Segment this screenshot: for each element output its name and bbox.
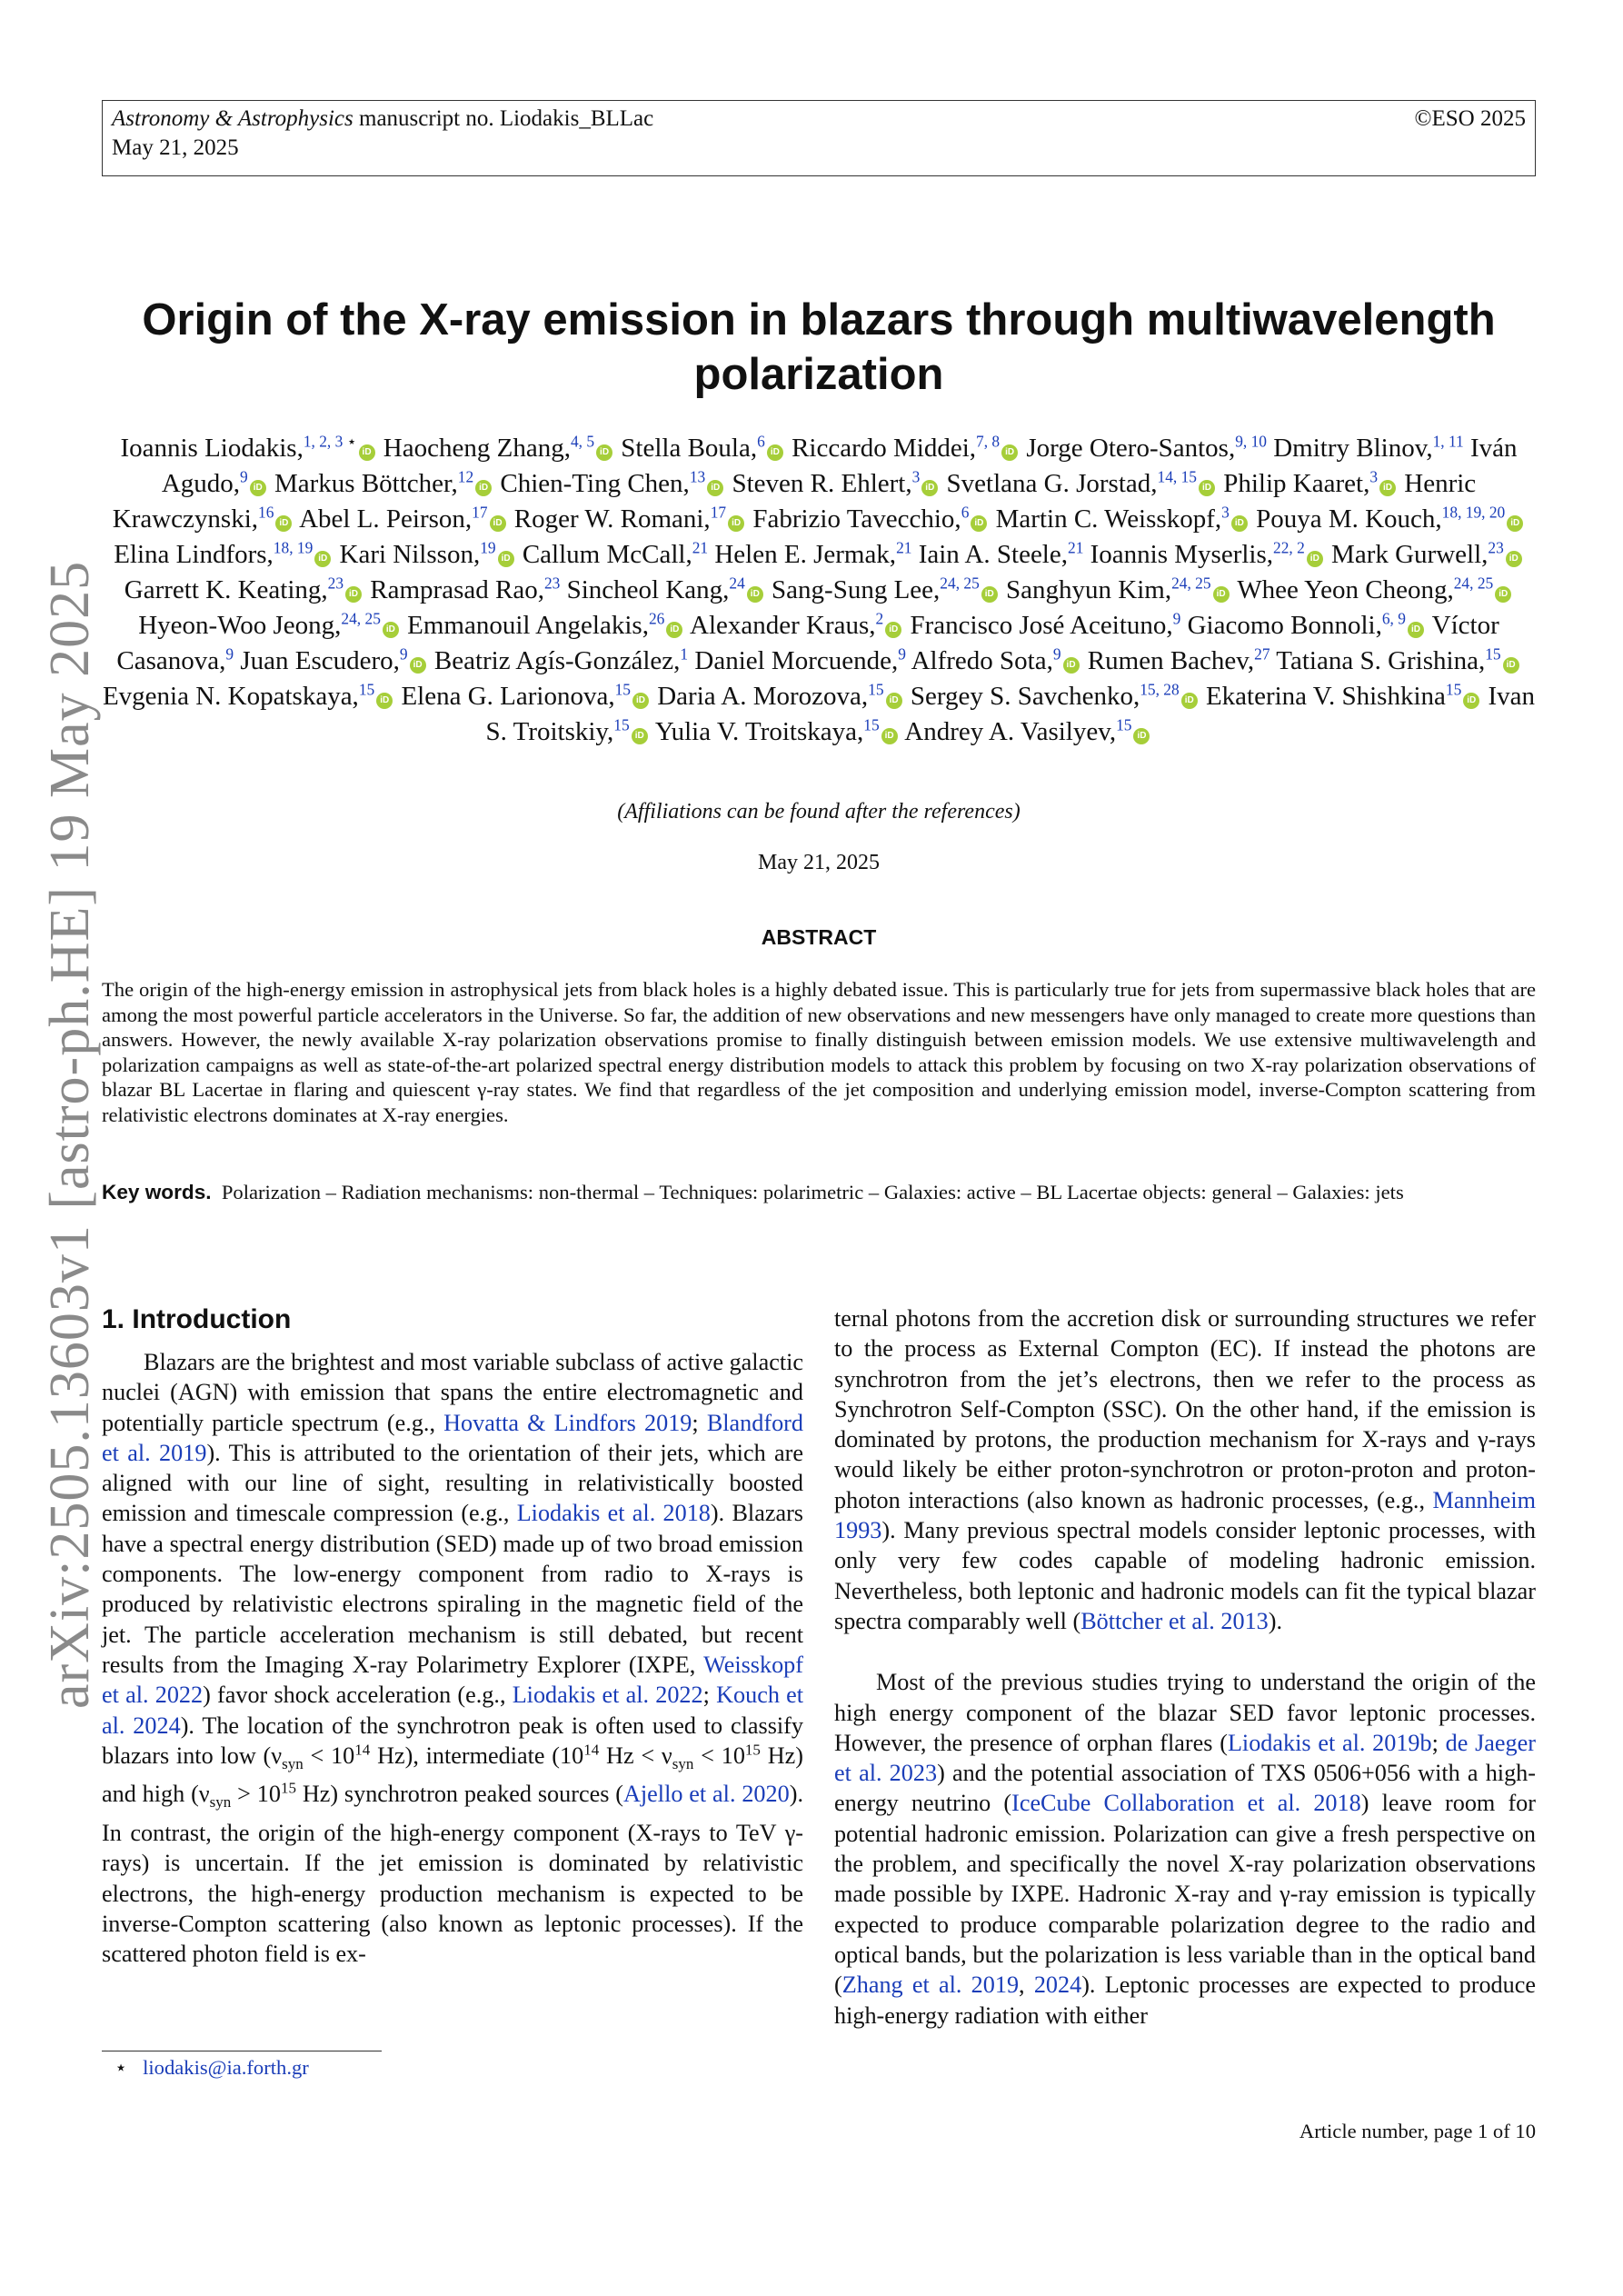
author <box>274 469 493 498</box>
orcid-icon[interactable]: iD <box>250 480 266 496</box>
author <box>732 469 940 498</box>
orcid-icon[interactable]: iD <box>1213 586 1230 603</box>
affiliation-superscript[interactable]: 18, 19 <box>273 538 314 557</box>
affiliation-superscript[interactable]: 21 <box>692 538 709 557</box>
affiliation-superscript[interactable]: 21 <box>1068 538 1084 557</box>
affiliation-superscript[interactable]: 17 <box>472 503 488 522</box>
author <box>138 611 401 640</box>
author <box>792 434 1020 463</box>
author-name: Alfredo Sota, <box>911 646 1053 675</box>
author <box>124 575 363 604</box>
affiliation-superscript[interactable]: 1 <box>680 644 689 664</box>
affiliation-superscript[interactable]: 24, 25 <box>341 609 381 628</box>
citation-link[interactable]: Hovatta & Lindfors 2019 <box>443 1409 692 1436</box>
body-text: ). Many previous spectral models consider leptonic processes, with only very few codes capable of modeling hadronic emission. Nevertheless, both leptonic and hadronic models can fit the typical blazar spectra comparably well ( <box>834 1517 1536 1634</box>
abstract-heading: ABSTRACT <box>761 925 877 949</box>
author-name: Haocheng Zhang, <box>383 434 571 463</box>
affiliation-superscript[interactable]: 15 <box>868 680 884 699</box>
orcid-icon[interactable]: iD <box>971 515 987 532</box>
affiliation-superscript[interactable]: 7, 8 <box>976 432 1001 451</box>
author-name: Ioannis Myserlis, <box>1090 540 1274 569</box>
body-text: ). Leptonic processes are expected to produce high-energy radiation with either <box>834 1972 1536 2029</box>
body-text: ) favor shock acceleration (e.g., <box>203 1682 513 1709</box>
affiliation-superscript[interactable]: 26 <box>648 609 665 628</box>
author-name: Steven R. Ehlert, <box>732 469 912 498</box>
author <box>401 682 651 711</box>
author-name: Dmitry Blinov, <box>1273 434 1433 463</box>
citation-link[interactable]: Liodakis et al. 2022 <box>512 1682 703 1709</box>
author-name: Emmanouil Angelakis, <box>407 611 649 640</box>
author <box>772 575 1000 604</box>
affiliation-superscript[interactable]: 6 <box>757 432 765 451</box>
author <box>1276 646 1520 675</box>
author-name: Roger W. Romani, <box>513 504 711 534</box>
citation-link[interactable]: Zhang et al. 2019 <box>841 1972 1020 1999</box>
orcid-icon[interactable]: iD <box>1199 480 1215 496</box>
affiliation-superscript[interactable]: 18, 19, 20 <box>1441 503 1506 522</box>
orcid-icon[interactable]: iD <box>1495 586 1511 603</box>
orcid-icon[interactable]: iD <box>345 586 362 603</box>
orcid-icon[interactable]: iD <box>1231 515 1248 532</box>
author-name: Rumen Bachev, <box>1087 646 1255 675</box>
author <box>904 717 1151 746</box>
body-text: Blazars are the brightest and most variable subclass of active galactic nuclei (AGN) with emission that spans the entire electromagnetic and potentially particle spectrum (e.g., <box>102 1349 803 1436</box>
author-name: Hyeon-Woo Jeong, <box>138 611 342 640</box>
journal-name: Astronomy & Astrophysics <box>112 106 353 131</box>
body-text: ; <box>702 1682 717 1709</box>
affiliation-superscript[interactable]: 15 <box>1485 644 1501 664</box>
author <box>1188 611 1426 640</box>
author <box>567 575 765 604</box>
author-name: Víctor Casanova, <box>116 611 1499 675</box>
intro-paragraph-1 <box>102 1347 803 1969</box>
author <box>370 575 560 604</box>
author-list <box>102 431 1536 750</box>
keywords-label: Key words. <box>102 1181 212 1203</box>
author <box>1273 434 1464 463</box>
author <box>103 682 394 711</box>
page-footer: Article number, page 1 of 10 <box>1299 2120 1536 2142</box>
affiliation-superscript[interactable]: 27 <box>1254 644 1270 664</box>
body-text: ) leave room for potential hadronic emission. Polarization can give a fresh perspective on the problem, and specifically the novel X-ray polarization observations made possible by IXPE. Hadronic X-ray and γ-ray emission is typically expected to produce comparable polarization degree to the radio and optical bands, but the polarization is less variable than in the optical band ( <box>834 1790 1536 1999</box>
citation-link[interactable]: Kouch et al. 2024 <box>102 1682 803 1739</box>
superscript: 15 <box>744 1741 761 1759</box>
author <box>114 540 333 569</box>
author <box>340 540 516 569</box>
author-name: Giacomo Bonnoli, <box>1187 611 1382 640</box>
affiliation-superscript[interactable]: 6 <box>961 503 970 522</box>
body-text: ). Blazars have a spectral energy distribution (SED) made up of two broad emission components. The low-energy component from radio to X-rays is produced by relativistic electrons spiraling in the magnetic field of the jet. The particle acceleration mechanism is still debated, but recent results from the Imaging X-ray Polarimetry Explorer (IXPE, <box>102 1500 803 1678</box>
affiliation-superscript[interactable]: 24, 25 <box>940 574 980 593</box>
abstract-text: The origin of the high-energy emission in astrophysical jets from black holes is a highly debated issue. This is particularly true for jets from supermassive black holes that are among the most powerful particle accelerators in the Universe. So far, the addition of new observations and new messengers have only managed to create more questions than answers. However, the newly available X-ray polarization observations promise to finally distinguish between emission models. We use extensive multiwavelength and polarization campaigns as well as state-of-the-art polarized spectral energy distribution models to attack this problem by focusing on two X-ray polarization observations of blazar BL Lacertae in flaring and quiescent γ-ray states. We find that regardless of the jet composition and underlying emission model, inverse-Compton scattering from relativistic electrons dominates at X-ray energies. <box>102 978 1536 1126</box>
author-name: Evgenia N. Kopatskaya, <box>102 682 359 711</box>
orcid-icon[interactable]: iD <box>1507 515 1523 532</box>
citation-link[interactable]: Mannheim 1993 <box>834 1486 1536 1544</box>
keywords-text: Polarization – Radiation mechanisms: non-thermal – Techniques: polarimetric – Galaxies: active – BL Lacertae objects: general – Galaxies: jets <box>221 1181 1404 1203</box>
keywords <box>102 1180 1536 1205</box>
author-name: Abel L. Peirson, <box>299 504 473 534</box>
body-text: ). The location of the synchrotron peak is often used to classify blazars into low (ν <box>102 1712 803 1769</box>
author <box>947 469 1217 498</box>
author-name: Andrey A. Vasilyev, <box>904 717 1117 746</box>
orcid-icon[interactable]: iD <box>596 444 612 461</box>
author-name: Elena G. Larionova, <box>401 682 615 711</box>
author-name: Pouya M. Kouch, <box>1256 504 1442 534</box>
author <box>1256 504 1525 534</box>
author <box>1223 469 1398 498</box>
affiliation-superscript[interactable]: 9 <box>898 644 906 664</box>
orcid-icon[interactable]: iD <box>1001 444 1018 461</box>
author <box>1206 682 1481 711</box>
author <box>1090 540 1325 569</box>
author-name: Elina Lindfors, <box>114 540 274 569</box>
author-name: Helen E. Jermak, <box>714 540 897 569</box>
citation-link[interactable]: Ajello et al. 2020 <box>622 1781 790 1808</box>
body-text: Most of the previous studies trying to understand the origin of the high energy component of the blazar SED favor leptonic processes. However, the presence of orphan flares ( <box>834 1669 1536 1756</box>
author <box>694 646 906 675</box>
affiliation-superscript[interactable]: 14, 15 <box>1157 467 1197 486</box>
orcid-icon[interactable]: iD <box>498 551 514 567</box>
orcid-icon[interactable]: iD <box>747 586 763 603</box>
orcid-icon[interactable]: iD <box>881 728 898 744</box>
author <box>120 434 376 463</box>
affiliation-superscript[interactable]: 24 <box>729 574 745 593</box>
author <box>714 540 911 569</box>
author-name: Francisco José Aceituno, <box>910 611 1173 640</box>
orcid-icon[interactable]: iD <box>1463 693 1479 709</box>
orcid-icon[interactable]: iD <box>1181 693 1198 709</box>
superscript: 14 <box>354 1741 371 1759</box>
affiliation-superscript[interactable]: 23 <box>327 574 344 593</box>
orcid-icon[interactable]: iD <box>475 480 492 496</box>
author <box>1006 575 1231 604</box>
author-name: Tatiana S. Grishina, <box>1276 646 1486 675</box>
author <box>1331 540 1524 569</box>
author <box>911 682 1200 711</box>
affiliation-superscript[interactable]: 6, 9 <box>1381 609 1406 628</box>
orcid-icon[interactable]: iD <box>666 622 682 638</box>
orcid-icon[interactable]: iD <box>490 515 506 532</box>
superscript: 15 <box>280 1779 296 1797</box>
author <box>407 611 684 640</box>
citation-link[interactable]: Liodakis et al. 2018 <box>516 1500 711 1527</box>
citation-link[interactable]: de Jaeger et al. 2023 <box>834 1729 1536 1787</box>
orcid-icon[interactable]: iD <box>1503 657 1519 674</box>
corresponding-author-star-icon: ⋆ <box>343 432 357 451</box>
author-name: Sanghyun Kim, <box>1006 575 1172 604</box>
affiliation-superscript[interactable]: 24, 25 <box>1453 574 1494 593</box>
body-text: ). <box>1268 1607 1283 1634</box>
author <box>1026 434 1267 463</box>
affiliation-superscript[interactable]: 12 <box>457 467 474 486</box>
author-name: Mark Gurwell, <box>1331 540 1489 569</box>
body-text: ). In contrast, the origin of the high-energy component (X-rays to TeV γ-rays) is uncertain. If the jet emission is dominated by relativistic electrons, the high-energy production mechanism is expected to be inverse-Compton scattering (also known as leptonic processes). If the scattered photon field is ex- <box>102 1781 803 1968</box>
right-column <box>834 1303 1536 2031</box>
body-text: < 10 <box>303 1742 355 1769</box>
subscript: syn <box>209 1793 232 1812</box>
title-line-1: Origin of the X-ray emission in blazars through multiwavelength <box>142 295 1496 344</box>
header-date: May 21, 2025 <box>112 135 239 160</box>
author-name: Alexander Kraus, <box>690 611 876 640</box>
orcid-icon[interactable]: iD <box>275 515 292 532</box>
author <box>514 504 746 534</box>
author-name: Beatriz Agís-González, <box>433 646 681 675</box>
affiliation-superscript[interactable]: 3 <box>1369 467 1379 486</box>
manuscript-header-box <box>102 100 1536 176</box>
orcid-icon[interactable]: iD <box>632 728 648 744</box>
author-name: Philip Kaaret, <box>1223 469 1370 498</box>
author-name: Garrett K. Keating, <box>124 575 328 604</box>
intro-paragraph-3 <box>834 1667 1536 2031</box>
affiliation-superscript[interactable]: 23 <box>543 574 561 593</box>
author-name: Whee Yeon Cheong, <box>1237 575 1454 604</box>
author <box>621 434 785 463</box>
author <box>996 504 1250 534</box>
author <box>911 646 1081 675</box>
author-name: Callum McCall, <box>522 540 692 569</box>
author-name: Jorge Otero-Santos, <box>1026 434 1236 463</box>
author <box>657 682 903 711</box>
body-text: < 10 <box>693 1742 745 1769</box>
affiliation-superscript[interactable]: 15 <box>614 680 631 699</box>
author-name: Sincheol Kang, <box>566 575 730 604</box>
orcid-icon[interactable]: iD <box>981 586 998 603</box>
affiliation-superscript[interactable]: 9 <box>240 467 248 486</box>
author-name: Kari Nilsson, <box>339 540 481 569</box>
citation-link[interactable]: Blandford et al. 2019 <box>102 1409 803 1466</box>
affiliation-superscript[interactable]: 15, 28 <box>1140 680 1180 699</box>
body-text: Hz), intermediate (10 <box>370 1742 584 1769</box>
author-name: Iain A. Steele, <box>918 540 1068 569</box>
subscript: syn <box>282 1755 304 1773</box>
affiliation-superscript[interactable]: 17 <box>710 503 727 522</box>
superscript: 14 <box>583 1741 600 1759</box>
orcid-icon[interactable]: iD <box>1506 551 1522 567</box>
manuscript-id: manuscript no. Liodakis_BLLac <box>353 106 654 131</box>
author-name: Riccardo Middei, <box>792 434 977 463</box>
title-line-2: polarization <box>693 350 944 399</box>
author-name: Stella Boula, <box>621 434 758 463</box>
orcid-icon[interactable]: iD <box>707 480 723 496</box>
body-text: Hz) and high (ν <box>102 1742 803 1808</box>
author-name: Daria A. Morozova, <box>657 682 869 711</box>
orcid-icon[interactable]: iD <box>359 444 375 461</box>
author <box>655 717 900 746</box>
author <box>523 540 708 569</box>
author <box>299 504 507 534</box>
author-name: Ivan S. Troitskiy, <box>485 682 1536 746</box>
arxiv-stamp: arXiv:2505.13603v1 [astro-ph.HE] 19 May 2025 <box>39 560 101 1709</box>
author <box>240 646 427 675</box>
citation-link[interactable]: 2024 <box>1033 1972 1082 1999</box>
orcid-icon[interactable]: iD <box>410 657 426 674</box>
subscript: syn <box>672 1755 694 1773</box>
citation-link[interactable]: Böttcher et al. 2013 <box>1080 1607 1269 1634</box>
orcid-icon[interactable]: iD <box>885 622 901 638</box>
body-text: Hz < ν <box>599 1742 672 1769</box>
author <box>1088 646 1270 675</box>
author <box>690 611 903 640</box>
footnote <box>115 2056 309 2080</box>
affiliation-superscript[interactable]: 15 <box>1445 680 1462 699</box>
left-column <box>102 1303 803 1969</box>
affiliation-superscript[interactable]: 2 <box>875 609 884 628</box>
affiliation-superscript[interactable]: 3 <box>911 467 921 486</box>
affiliation-superscript[interactable]: 9, 10 <box>1235 432 1267 451</box>
affiliation-superscript[interactable]: 15 <box>1116 715 1132 734</box>
author-name: Ramprasad Rao, <box>370 575 544 604</box>
author-name: Markus Böttcher, <box>274 469 458 498</box>
orcid-icon[interactable]: iD <box>767 444 783 461</box>
section-heading-introduction: 1. Introduction <box>102 1304 292 1334</box>
affiliation-superscript[interactable]: 1, 2, 3 <box>303 432 344 451</box>
affiliation-superscript[interactable]: 4, 5 <box>570 432 595 451</box>
affiliation-superscript[interactable]: 9 <box>1052 644 1061 664</box>
intro-paragraph-2 <box>834 1303 1536 1636</box>
body-text: Hz) synchrotron peaked sources ( <box>295 1781 623 1808</box>
affiliation-superscript[interactable]: 16 <box>258 503 274 522</box>
affiliation-superscript[interactable]: 9 <box>1172 609 1181 628</box>
author <box>1237 575 1513 604</box>
citation-link[interactable]: Weisskopf et al. 2022 <box>102 1651 803 1709</box>
author-name: Yulia V. Troitskaya, <box>654 717 864 746</box>
affiliations-note: (Affiliations can be found after the references) <box>617 800 1021 824</box>
paper-title <box>102 293 1536 402</box>
body-text: > 10 <box>231 1781 281 1808</box>
affiliation-superscript[interactable]: 1, 11 <box>1432 432 1464 451</box>
affiliation-superscript[interactable]: 9 <box>399 644 408 664</box>
author-name: Martin C. Weisskopf, <box>995 504 1222 534</box>
header-manuscript-line <box>112 105 1526 134</box>
orcid-icon[interactable]: iD <box>632 693 649 709</box>
author-name: Ioannis Liodakis, <box>120 434 304 463</box>
author-name: Ekaterina V. Shishkina <box>1205 682 1446 711</box>
orcid-icon[interactable]: iD <box>921 480 938 496</box>
affiliation-superscript[interactable]: 3 <box>1221 503 1230 522</box>
orcid-icon[interactable]: iD <box>1307 551 1323 567</box>
author-name: Sergey S. Savchenko, <box>910 682 1140 711</box>
author <box>919 540 1084 569</box>
affiliation-superscript[interactable]: 15 <box>358 680 375 699</box>
body-text: ). This is attributed to the orientation of their jets, which are aligned with our line of sight, resulting in relativistically boosted emission and timescale compression (e.g., <box>102 1439 803 1527</box>
author-name: Fabrizio Tavecchio, <box>752 504 961 534</box>
orcid-icon[interactable]: iD <box>886 693 902 709</box>
body-text: ; <box>1431 1729 1446 1756</box>
orcid-icon[interactable]: iD <box>383 622 399 638</box>
author-name: Daniel Morcuende, <box>694 646 899 675</box>
affiliation-superscript[interactable]: 22, 2 <box>1273 538 1305 557</box>
author-name: Juan Escudero, <box>240 646 400 675</box>
affiliation-superscript[interactable]: 9 <box>225 644 234 664</box>
orcid-icon[interactable]: iD <box>376 693 393 709</box>
body-text: ; <box>692 1409 707 1436</box>
paper-date: May 21, 2025 <box>758 851 880 874</box>
orcid-icon[interactable]: iD <box>728 515 744 532</box>
citation-link[interactable]: Liodakis et al. 2019b <box>1227 1729 1432 1756</box>
orcid-icon[interactable]: iD <box>314 551 331 567</box>
affiliation-superscript[interactable]: 23 <box>1488 538 1504 557</box>
orcid-icon[interactable]: iD <box>1133 728 1150 744</box>
author <box>383 434 614 463</box>
author-name: Chien-Ting Chen, <box>500 469 690 498</box>
author <box>500 469 725 498</box>
footnote-mark: ⋆ <box>115 2056 128 2079</box>
affiliation-superscript[interactable]: 15 <box>613 715 630 734</box>
orcid-icon[interactable]: iD <box>1379 480 1396 496</box>
affiliation-superscript[interactable]: 21 <box>896 538 912 557</box>
orcid-icon[interactable]: iD <box>1063 657 1080 674</box>
body-text: ternal photons from the accretion disk or surrounding structures we refer to the process as External Compton (EC). If instead the photons are synchrotron from the jet’s electrons, then we refer to the process as Synchrotron Self-Compton (SSC). On the other hand, if the emission is dominated by protons, the production mechanism for X-rays and γ-rays would likely be either proton-synchrotron or proton-proton and proton-photon interactions (also known as hadronic processes, (e.g., <box>834 1305 1536 1513</box>
author-name: Iván Agudo, <box>161 434 1518 498</box>
affiliation-superscript[interactable]: 15 <box>863 715 880 734</box>
orcid-icon[interactable]: iD <box>1408 622 1424 638</box>
affiliation-superscript[interactable]: 19 <box>480 538 496 557</box>
affiliation-superscript[interactable]: 24, 25 <box>1171 574 1211 593</box>
affiliation-superscript[interactable]: 13 <box>689 467 706 486</box>
citation-link[interactable]: IceCube Collaboration et al. 2018 <box>1011 1790 1361 1817</box>
author-name: Svetlana G. Jorstad, <box>946 469 1158 498</box>
body-text: , <box>1019 1972 1034 1999</box>
author-name: Sang-Sung Lee, <box>772 575 941 604</box>
author-name: Henric Krawczynski, <box>112 469 1477 534</box>
body-text: ) and the potential association of TXS 0506+056 with a high-energy neutrino ( <box>834 1760 1536 1817</box>
author <box>752 504 989 534</box>
author <box>434 646 688 675</box>
copyright-notice: ©ESO 2025 <box>1414 106 1526 131</box>
author <box>910 611 1180 640</box>
author-email-link[interactable]: liodakis@ia.forth.gr <box>143 2056 309 2079</box>
